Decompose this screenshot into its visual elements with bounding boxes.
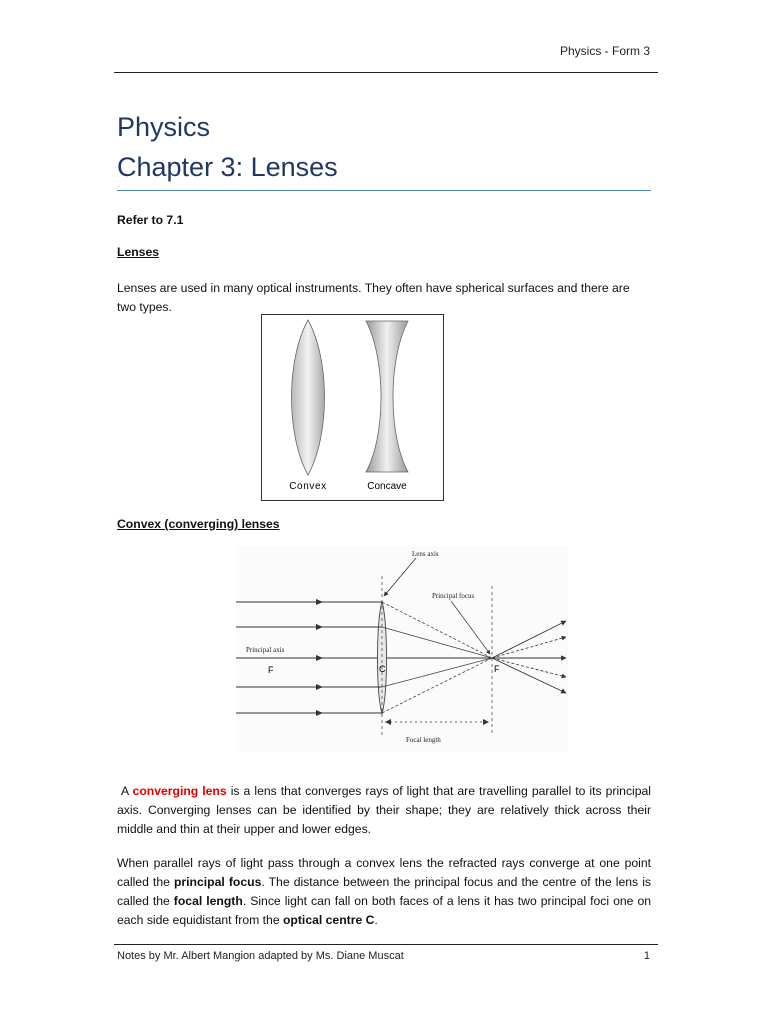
lens-axis-label: Lens axis xyxy=(412,550,439,558)
principal-focus-term: principal focus xyxy=(173,875,262,889)
lens-types-svg xyxy=(262,315,443,500)
footer-rule xyxy=(114,944,658,945)
para3-text-4: . xyxy=(374,913,378,927)
para3-text-1: When parallel rays of light pass through a convex lens the refracted rays converge at one point called the xyxy=(117,856,651,889)
ray-diagram-figure xyxy=(236,546,568,752)
principal-axis-label: Principal axis xyxy=(246,646,285,654)
c-label: C xyxy=(379,664,386,674)
title-rule xyxy=(117,190,651,191)
header-rule xyxy=(114,72,658,73)
concave-lens-shape xyxy=(366,321,408,472)
para2-prefix: A xyxy=(121,784,133,798)
page-header: Physics - Form 3 xyxy=(559,44,650,58)
para3-text-2: . The distance between the principal focus and the centre of the lens is called the xyxy=(117,875,651,908)
principal-focus-paragraph xyxy=(117,854,651,930)
converging-lens-paragraph xyxy=(117,782,651,839)
concave-label: Concave xyxy=(367,481,407,492)
refer-text: Refer to 7.1 xyxy=(117,213,184,227)
ray-diagram-svg xyxy=(236,546,568,752)
chapter-title: Chapter 3: Lenses xyxy=(117,152,338,182)
footer-credit: Notes by Mr. Albert Mangion adapted by Ms. Diane Muscat xyxy=(117,950,404,962)
optical-centre-term: optical centre C xyxy=(282,913,375,927)
para3-text-3: . Since light can fall on both faces of a lens it has two principal foci one on each side equidistant from the xyxy=(117,894,652,927)
document-title: Physics xyxy=(117,112,211,142)
focal-length-label: Focal length xyxy=(406,736,441,744)
convex-label: Convex xyxy=(289,481,327,492)
convex-heading: Convex (converging) lenses xyxy=(117,517,280,531)
para2-rest: is a lens that converges rays of light that are travelling parallel to its principal axis. Converging lenses can be identified by their shape; they are relatively thick across their middle and thin at their upper and lower edges. xyxy=(117,784,652,836)
lenses-paragraph: Lenses are used in many optical instruments. They often have spherical surfaces and there are two types. xyxy=(117,281,630,314)
converging-lens-term: converging lens xyxy=(132,784,227,798)
convex-lens-shape xyxy=(292,320,325,475)
focal-length-term: focal length xyxy=(173,894,243,908)
lenses-heading: Lenses xyxy=(117,245,160,259)
f-right-label: F xyxy=(494,664,500,674)
principal-focus-label: Principal focus xyxy=(432,592,475,600)
f-left-label: F xyxy=(268,665,274,675)
lens-types-figure xyxy=(261,314,444,501)
page-number: 1 xyxy=(643,950,650,962)
